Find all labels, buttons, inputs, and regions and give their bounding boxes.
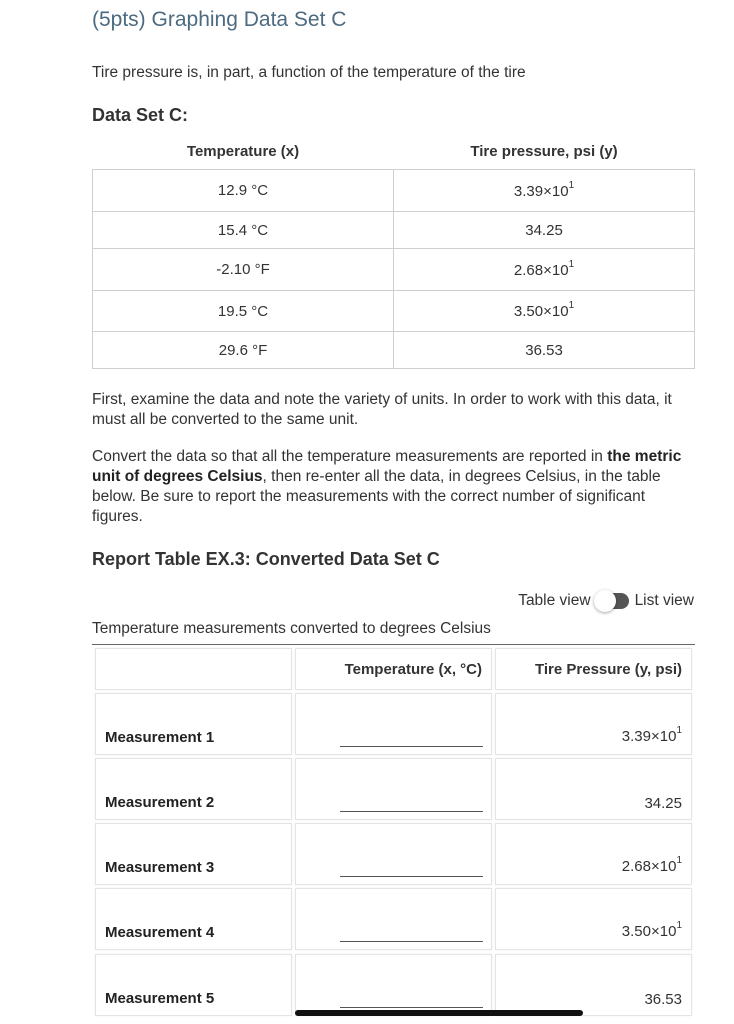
report-header-temperature: Temperature (x, °C) bbox=[295, 648, 492, 690]
toggle-knob[interactable] bbox=[594, 590, 616, 612]
dataset-temp-cell: -2.10 °F bbox=[93, 249, 394, 291]
question-intro: Tire pressure is, in part, a function of the temperature of the tire bbox=[92, 64, 526, 81]
dataset-row bbox=[93, 170, 695, 212]
dataset-header-pressure: Tire pressure, psi (y) bbox=[470, 143, 618, 160]
report-table-title: Report Table EX.3: Converted Data Set C bbox=[92, 549, 440, 569]
temperature-input[interactable] bbox=[340, 876, 483, 877]
report-pressure-cell: $3.50\times 10^1$ bbox=[495, 888, 692, 950]
temperature-input-cell[interactable] bbox=[295, 693, 492, 755]
question-heading: (5pts) Graphing Data Set C bbox=[92, 8, 347, 31]
report-row-label: Measurement 5 bbox=[95, 954, 292, 1016]
dataset-pressure-cell: $3.39\times 10^1$ bbox=[394, 170, 695, 212]
dataset-header-temperature: Temperature (x) bbox=[186, 143, 300, 160]
dataset-temp-cell: 15.4 °C bbox=[93, 212, 394, 249]
dataset-pressure-cell: $3.50\times 10^1$ bbox=[394, 291, 695, 332]
temperature-input[interactable] bbox=[340, 746, 483, 747]
instruction-paragraph-1: First, examine the data and note the variety of units. In order to work with this data, it must all be converted to the same unit. bbox=[92, 391, 672, 428]
instruction-paragraph-2: Convert the data so that all the temperature measurements are reported in the metric unit of degrees Celsius, then re-enter all the data, in degrees Celsius, in the table below. Be sure to report the measurements with the correct number of significant figures. bbox=[92, 448, 682, 525]
temperature-input-cell[interactable] bbox=[295, 954, 492, 1016]
dataset-temp-cell: 12.9 °C bbox=[93, 170, 394, 212]
dataset-pressure-cell: 36.53 bbox=[394, 332, 695, 369]
dataset-row bbox=[93, 212, 695, 249]
report-header-empty bbox=[95, 648, 292, 690]
table-view-label[interactable]: Table view bbox=[518, 592, 591, 609]
dataset-row bbox=[93, 291, 695, 332]
home-indicator[interactable] bbox=[295, 1010, 583, 1016]
caption-divider bbox=[92, 644, 695, 645]
temperature-input[interactable] bbox=[340, 1007, 483, 1008]
temperature-input-cell[interactable] bbox=[295, 758, 492, 820]
dataset-temp-cell: 29.6 °F bbox=[93, 332, 394, 369]
report-table-caption: Temperature measurements converted to degrees Celsius bbox=[92, 620, 491, 637]
dataset-row bbox=[93, 332, 695, 369]
data-set-c-table bbox=[92, 143, 695, 369]
temperature-input[interactable] bbox=[340, 941, 483, 942]
temperature-input-cell[interactable] bbox=[295, 823, 492, 885]
dataset-pressure-cell: 34.25 bbox=[394, 212, 695, 249]
dataset-row bbox=[93, 249, 695, 291]
report-row-label: Measurement 4 bbox=[95, 888, 292, 950]
dataset-temp-cell: 19.5 °C bbox=[93, 291, 394, 332]
dataset-title: Data Set C: bbox=[92, 105, 189, 125]
temperature-input-cell[interactable] bbox=[295, 888, 492, 950]
report-header-pressure: Tire Pressure (y, psi) bbox=[495, 648, 692, 690]
report-pressure-cell: $3.39\times 10^1$ bbox=[495, 693, 692, 755]
temperature-input[interactable] bbox=[340, 811, 483, 812]
view-toggle[interactable] bbox=[518, 592, 694, 610]
report-pressure-cell: 36.53 bbox=[495, 954, 692, 1016]
view-toggle-switch[interactable] bbox=[597, 593, 629, 609]
report-row-label: Measurement 1 bbox=[95, 693, 292, 755]
report-pressure-cell: 34.25 bbox=[495, 758, 692, 820]
list-view-label[interactable]: List view bbox=[634, 592, 694, 609]
report-row-label: Measurement 3 bbox=[95, 823, 292, 885]
emphasis-celsius: the metric unit of degrees Celsius bbox=[92, 448, 682, 485]
report-row-label: Measurement 2 bbox=[95, 758, 292, 820]
dataset-pressure-cell: $2.68\times 10^1$ bbox=[394, 249, 695, 291]
report-pressure-cell: $2.68\times 10^1$ bbox=[495, 823, 692, 885]
